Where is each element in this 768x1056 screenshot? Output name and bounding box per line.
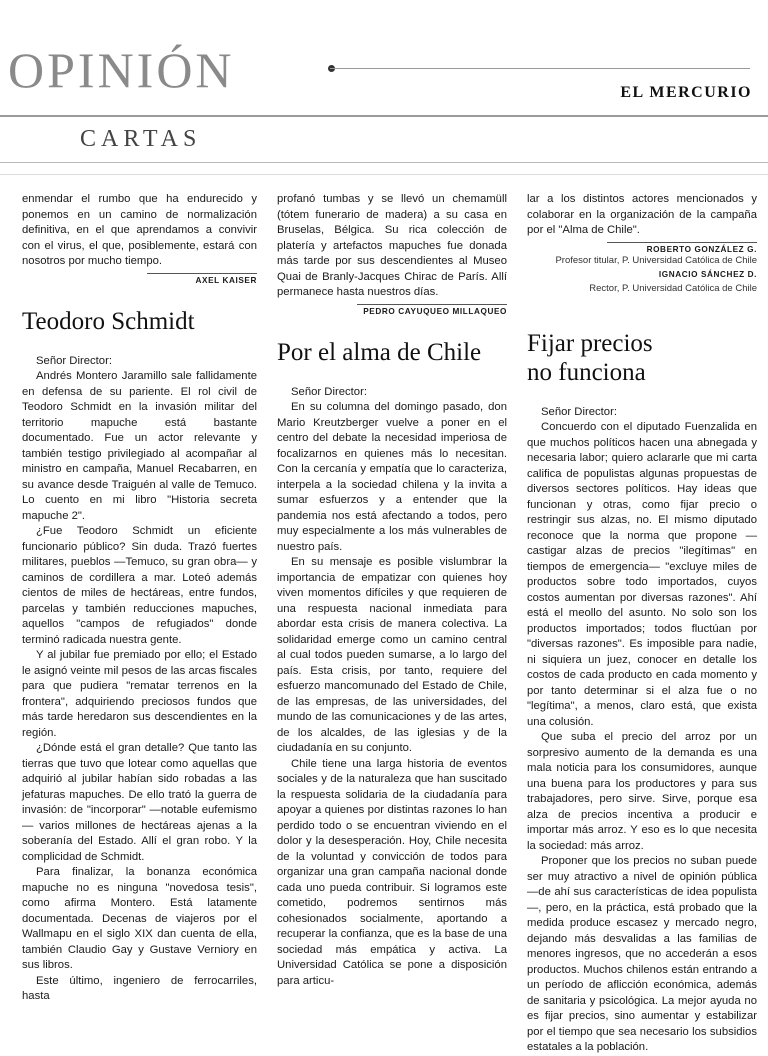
letter-title-schmidt: Teodoro Schmidt xyxy=(22,307,195,335)
section-title: OPINIÓN xyxy=(8,42,235,98)
letter-greeting: Señor Director: xyxy=(541,405,617,418)
letter-signature: ROBERTO GONZÁLEZ G. xyxy=(607,242,757,254)
subsection-divider-light xyxy=(0,174,768,175)
letter-paragraph: Proponer que los precios no suban puede ser muy atractivo a nivel de opinión pública —de ahí sus características de idea populista—, pero, en la práctica, está probado que la medida produce escasez y mercado negro, dejando más desvalidas a las familias de menores ingresos, que no accederán a esos productos. Muchos chilenos están entrando a un período de aflicción económica, además de sanitaria y psicológica. La mejor ayuda no es fijar precios, sino aumentar y estabilizar por el tiempo que sea necesario los subsidios estatales a la población. xyxy=(527,855,757,1053)
letter-title-precios xyxy=(527,329,757,387)
letter-paragraph: Concuerdo con el diputado Fuenzalida en que muchos políticos hacen una abnegada y necesaria labor; quiero aclararle que mi carta califica de populistas algunas propuestas de diversos sectores políticos. Hay ideas que funcionan y otras, como fijar precio o restringir sus alzas, no. El mismo diputado reconoce que la norma que propone —castigar alzas de precios "ilegítimas" en tiempos de emergencia— "excluye miles de productos sobre todo importados, cuyos costos aumentan por diversas razones". Ahí está el meollo del asunto. No solo son los productos importados; todos fluctúan por "diversas razones". Es imposible para nadie, ni siquiera un juez, conocer en detalle los costos de cada producto en cada momento y por tanto determinar si el alza fue o no "legítima", a menos, claro está, que exista una colusión. xyxy=(527,421,757,728)
letter-paragraph: Este último, ingeniero de ferrocarriles, hasta xyxy=(22,974,257,1002)
letter-greeting: Señor Director: xyxy=(36,354,112,367)
letter-paragraph: Que suba el precio del arroz por un sorpresivo aumento de la demanda es una mala noticia para los consumidores, aunque una buena para los productores y para sus trabajadores, pero sirve. Sirve, porque esa alza de precios incentiva a producir e importar más arroz. Y eso es lo que necesita la sociedad: más arroz. xyxy=(527,731,757,852)
column-3 xyxy=(527,192,757,1056)
letter-paragraph: ¿Fue Teodoro Schmidt un eficiente funcionario público? Sin duda. Trazó fuertes militares, pueblos —Temuco, su gran obra— y caminos de cordillera a mar. Loteó además cientos de miles de hectáreas, entre fundos, parcelas y también reducciones mapuches, aquellos "campos de refugiados" donde terminó radicada nuestra gente. xyxy=(22,525,257,646)
column-2 xyxy=(277,192,507,989)
subsection-divider xyxy=(0,162,768,163)
letter-paragraph: Y al jubilar fue premiado por ello; el Estado le asignó veinte mil pesos de las arcas fiscales para que pudiera "rematar terrenos en la frontera", adquiriendo preciosos fundos que más tarde heredaron sus descendientes en la región. xyxy=(22,649,257,739)
signer-role: Profesor titular, P. Universidad Católica de Chile xyxy=(555,254,757,266)
letter-signature: PEDRO CAYUQUEO MILLAQUEO xyxy=(357,304,507,316)
prev-letter-signature: AXEL KAISER xyxy=(147,273,257,285)
letter-paragraph: En su mensaje es posible vislumbrar la importancia de empatizar con quienes hoy viven momentos difíciles y que requieren de una respuesta nacional inmediata para abordar esta crisis de manera colectiva. La solidaridad emerge como un camino central al cual todos pueden sumarse, a lo largo del país. Esta crisis, por tanto, requiere del esfuerzo mancomunado del Estado de Chile, de las empresas, de las universidades, del mundo de las comunicaciones y de las artes, de los alcaldes, de las iglesias y de la ciudadanía en su conjunto. xyxy=(277,556,507,754)
subsection-title: CARTAS xyxy=(80,126,202,152)
letter-continuation: profanó tumbas y se llevó un chemamüll (tótem funerario de madera) a su casa en Bruselas, Bélgica. Su rica colección de platería y artefactos mapuches fue donada más tarde por sus descendientes al Museo Quai de Branly-Jacques Chirac de París. Allí permanece hasta nuestros días. xyxy=(277,193,507,298)
letter-paragraph: ¿Dónde está el gran detalle? Que tanto las tierras que tuvo que lotear como aquellas que adquirió al jubilar habían sido robadas a las jefaturas mapuches. De ello trató la guerra de invasión: de "incorporar" —notable eufemismo— varios millones de hectáreas ajenas a la soberanía del Estado. Allí el gran robo. Y la complicidad de Schmidt. xyxy=(22,742,257,863)
header-rule xyxy=(330,68,750,69)
title-line: Fijar precios xyxy=(527,329,653,357)
letter-continuation: lar a los distintos actores mencionados y colaborar en la organización de la campaña por el "Alma de Chile". xyxy=(527,193,757,236)
letter-paragraph: Andrés Montero Jaramillo sale fallidamente en defensa de su pariente. El rol civil de Teodoro Schmidt en la invasión militar del territorio mapuche está bastante documentado. Fue un actor relevante y también testigo privilegiado al acompañar al ministro en campaña, Manuel Recabarren, en su avance desde Traiguén al valle de Temuco. Lo cuento en mi libro "Historia secreta mapuche 2". xyxy=(22,370,257,522)
letter-paragraph: En su columna del domingo pasado, don Mario Kreutzberger vuelve a poner en el centro del debate la necesidad imperiosa de focalizarnos en quienes más lo necesitan. Con la cercanía y empatía que lo caracteriza, interpela a la sociedad chilena y la invita a sumar esfuerzos y a entender que la pandemia nos está afectando a todos, pero muy especialmente a los más vulnerables de nuestro país. xyxy=(277,401,507,553)
masthead: EL MERCURIO xyxy=(620,84,752,101)
header-divider xyxy=(0,115,768,117)
letter-paragraph: Chile tiene una larga historia de eventos sociales y de la naturaleza que han suscitado la respuesta solidaria de la ciudadanía para apoyar a quienes por distintas razones lo han perdido todo o se encuentran viviendo en el dolor y la desesperación. Hoy, Chile necesita de la voluntad y convicción de todos para organizar una gran campaña nacional donde cada uno pueda contribuir. Si logramos este cometido, podremos sentirnos más cohesionados socialmente, aportando a recuperar la confianza, que es la base de una sociedad más empática y activa. La Universidad Católica se pone a disposición para articu- xyxy=(277,757,507,987)
column-1 xyxy=(22,192,257,1005)
prev-letter-end: enmendar el rumbo que ha endurecido y ponemos en un camino de normalización definitiva, en el que aprendamos a convivir con el virus, el que, posiblemente, estará con nosotros por mucho tiempo. xyxy=(22,193,257,267)
signer-role: Rector, P. Universidad Católica de Chile xyxy=(589,282,757,294)
letter-paragraph: Para finalizar, la bonanza económica mapuche no es ninguna "novedosa tesis", como afirma Montero. Está latamente documentada. Decenas de viajeros por el Wallmapu en el siglo XIX dan cuenta de ella, también Claudio Gay y Gustave Verniory en sus libros. xyxy=(22,866,257,971)
letter-signature: IGNACIO SÁNCHEZ D. xyxy=(658,269,757,279)
title-line: no funciona xyxy=(527,358,646,386)
letter-greeting: Señor Director: xyxy=(291,385,367,398)
letter-title-alma: Por el alma de Chile xyxy=(277,338,482,366)
